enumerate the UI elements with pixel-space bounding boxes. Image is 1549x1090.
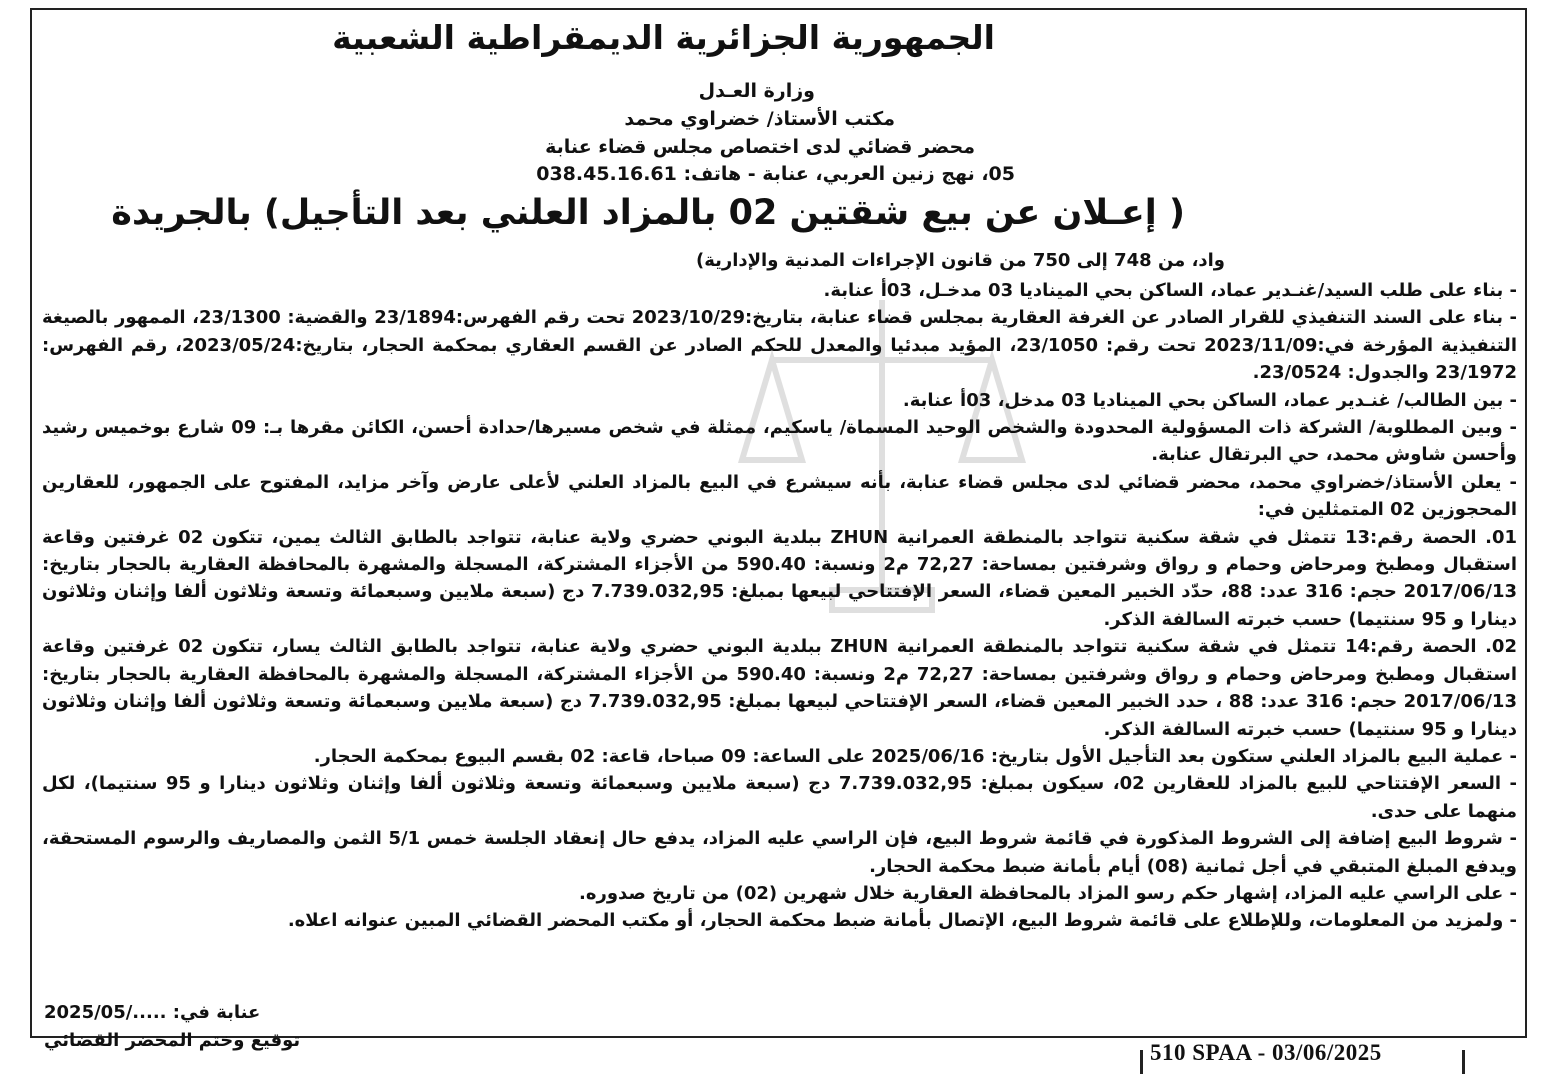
paragraph-lot-2: 02. الحصة رقم:14 تتمثل في شقة سكنية تتواجد بالمنطقة العمرانية ZHUN ببلدية البوني حضري ولاية عنابة، تتواجد بالطابق الثالث يسار، تتكون 02 غرفتين وقاعة استقبال ومطبخ ومرحاض وحمام و رواق وشرفتين بمساحة: 72,27 م2 ونسبة: 590.40 من الأجزاء المشتركة، المسجلة والمشهرة بالمحافظة العقارية بالحجار بتاريخ: 2017/06/13 حجم: 316 عدد: 88 ، حدد الخبير المعين قضاء، السعر الإفتتاحي لبيعها بمبلغ: 7.739.032,95 دج (سبعة ملايين وسبعمائة وتسعة وثلاثون ألفا وإثنان وثلاثون دينارا و 95 سنتيما) حسب خبرته السالفة الذكر. [42, 636, 1517, 740]
notice-frame [30, 8, 1527, 1051]
paragraph-lot-1: 01. الحصة رقم:13 تتمثل في شقة سكنية تتواجد بالمنطقة العمرانية ZHUN ببلدية البوني حضري ولاية عنابة، تتواجد بالطابق الثالث يمين، تتكون 02 غرفتين وقاعة استقبال ومطبخ ومرحاض وحمام و رواق وشرفتين بمساحة: 72,27 م2 ونسبة: 590.40 من الأجزاء المشتركة، المسجلة والمشهرة بالمحافظة العقارية بالحجار بتاريخ: 2017/06/13 حجم: 316 عدد: 88، حدّد الخبير المعين قضاء، السعر الإفتتاحي لبيعها بمبلغ: 7.739.032,95 دج (سبعة ملايين وسبعمائة وتسعة وثلاثون ألفا وإثنان وثلاثون دينارا و 95 سنتيما) حسب خبرته السالفة الذكر. [42, 526, 1517, 630]
paragraph-sale-date: - عملية البيع بالمزاد العلني ستكون بعد التأجيل الأول بتاريخ: 2025/06/16 على الساعة: 09 صباحا، قاعة: 02 بقسم البيوع بمحكمة الحجار. [313, 745, 1517, 767]
footer-rule-right [1462, 1050, 1465, 1074]
paragraph-sale-conditions: - شروط البيع إضافة إلى الشروط المذكورة في قائمة شروط البيع، فإن الراسي عليه المزاد، يدفع حال إنعقاد الجلسة خمس 5/1 الثمن والمصاريف والرسوم المستحقة، ويدفع المبلغ المتبقي في أجل ثمانية (08) أيام بأمانة ضبط محكمة الحجار. [42, 828, 1517, 877]
office-name: مكتب الأستاذ/ خضراوي محمد [624, 108, 895, 130]
paragraph-requester: - بناء على طلب السيد/غنـدير عماد، الساكن بحي الميناديا 03 مدخـل، 03أ عنابة. [823, 280, 1517, 301]
paragraph-more-info: - ولمزيد من المعلومات، وللإطلاع على قائمة شروط البيع، الإتصال بأمانة ضبط محكمة الحجار، أو مكتب المحضر القضائي المبين عنوانه اعلاه. [287, 910, 1517, 932]
signature-place-date: عنابة في: ...../2025/05 [44, 1002, 261, 1023]
notice-title: ( إعـلان عن بيع شقتين 02 بالمزاد العلني بعد التأجيل) بالجريدة [111, 193, 1185, 233]
address-line: 05، نهج زنين العربي، عنابة - هاتف: 038.45.16.61 [536, 163, 1015, 185]
republic-name: الجمهورية الجزائرية الديمقراطية الشعبية [332, 18, 995, 57]
footer-rule-left [1140, 1050, 1143, 1074]
signature-stamp-label: توقيع وختم المحضر القضائي [44, 1030, 301, 1051]
paragraph-enforcement-title: - بناء على السند التنفيذي للقرار الصادر عن الغرفة العقارية بمجلس قضاء عنابة، بتاريخ:2023/10/29 تحت رقم الفهرس:23/1894 والقضية: 23/1300، الممهور بالصيغة التنفيذية المؤرخة في:2023/11/09 تحت رقم: 23/1050، المؤيد مبدئيا والمعدل للحكم الصادر عن القسم العقاري بمحكمة الحجار، بتاريخ:2023/05/24، رقم الفهرس: 23/1972 والجدول: 23/0524. [42, 307, 1518, 384]
footer-reference: 510 SPAA - 03/06/2025 [1150, 1040, 1382, 1065]
paragraph-opening-price: - السعر الإفتتاحي للبيع بالمزاد للعقارين 02، سيكون بمبلغ: 7.739.032,95 دج (سبعة ملايين وسبعمائة وتسعة وثلاثون ألفا وإثنان وثلاثون دينارا و 95 سنتيما)، لكل منهما على حدى. [42, 773, 1518, 822]
paragraph-publication: - على الراسي عليه المزاد، إشهار حكم رسو المزاد بالمحافظة العقارية خلال شهرين (02) من تاريخ صدوره. [579, 882, 1517, 904]
paragraph-defendant: - وبين المطلوبة/ الشركة ذات المسؤولية المحدودة والشخص الوحيد المسماة/ ياسكيم، ممثلة في شخص مسيرها/حدادة أحسن، الكائن مقرها بـ: 09 شارع بوخميس رشيد وأحسن شاوش محمد، حي البرتقال عنابة. [42, 417, 1517, 466]
jurisdiction-line: محضر قضائي لدى اختصاص مجلس قضاء عنابة [545, 136, 975, 158]
paragraph-announcement: - يعلن الأستاذ/خضراوي محمد، محضر قضائي لدى مجلس قضاء عنابة، بأنه سيشرع في البيع بالمزاد العلني لأعلى عارض وآخر مزايد، المفتوح على الجمهور، للعقارين المحجوزين 02 المتمثلين في: [42, 471, 1517, 521]
paragraph-claimant: - بين الطالب/ غنـدير عماد، الساكن بحي الميناديا 03 مدخل، 03أ عنابة. [902, 389, 1517, 411]
notice-body [42, 277, 1517, 935]
legal-basis: واد، من 748 إلى 750 من قانون الإجراءات المدنية والإدارية) [695, 250, 1225, 271]
ministry-name: وزارة العـدل [698, 80, 815, 102]
